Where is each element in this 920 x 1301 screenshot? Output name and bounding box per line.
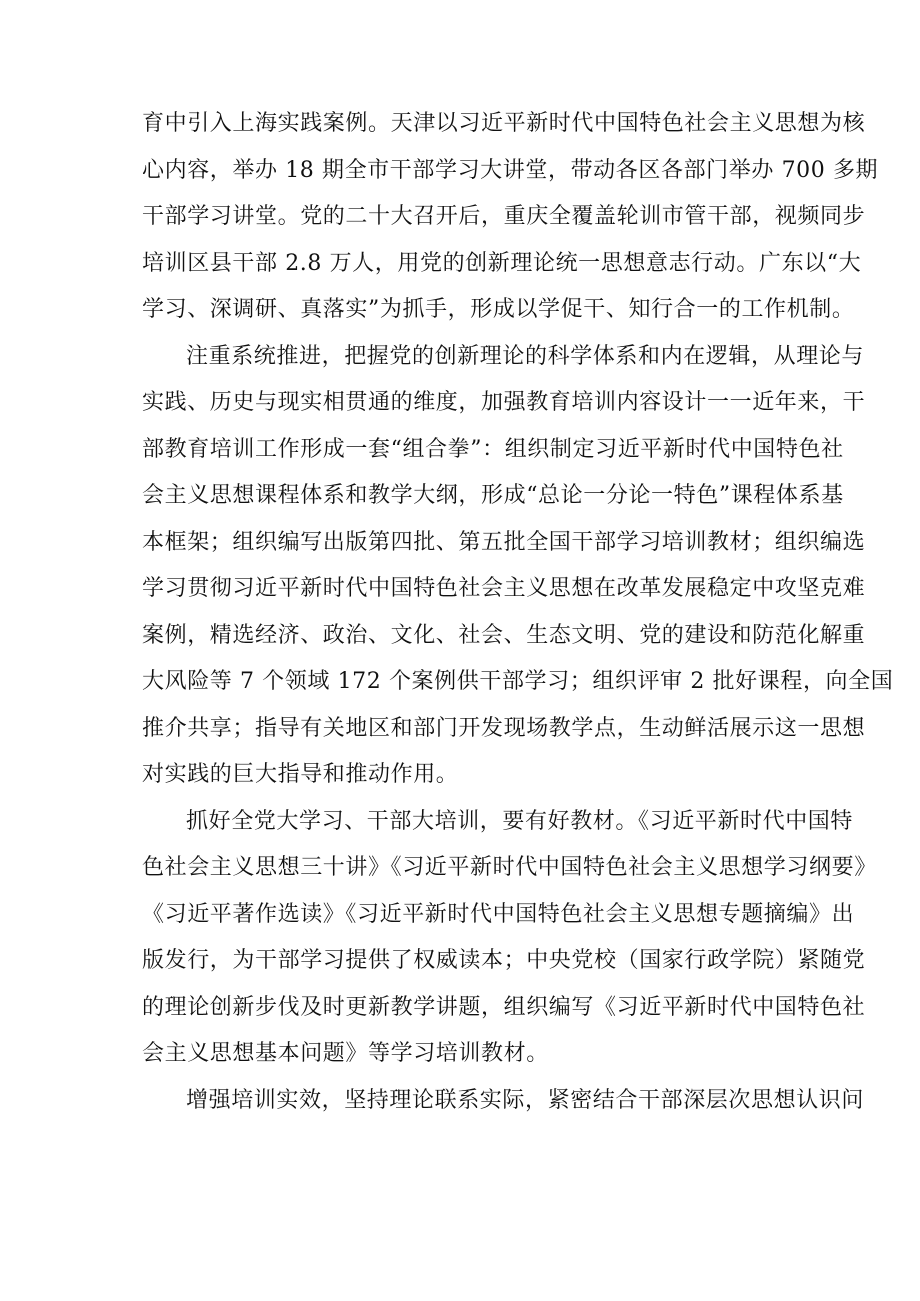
text-line: 版发行，为干部学习提供了权威读本；中央党校（国家行政学院）紧随党 — [142, 948, 866, 973]
text-line: 推介共享；指导有关地区和部门开发现场教学点，生动鲜活展示这一思想 — [142, 715, 866, 741]
text-line: 会主义思想课程体系和教学大纲，形成“总论一分论一特色”课程体系基 — [142, 483, 844, 508]
text-line: 心内容，举办 18 期全市干部学习大讲堂，带动各区各部门举办 700 多期 — [142, 157, 879, 183]
text-line: 对实践的巨大指导和推动作用。 — [142, 762, 459, 787]
text-line: 大风险等 7 个领域 172 个案例供干部学习；组织评审 2 批好课程，向全国 — [142, 669, 894, 694]
text-line: 注重系统推进，把握党的创新理论的科学体系和内在逻辑，从理论与 — [186, 343, 865, 369]
text-line: 培训区县干部 2.8 万人，用党的创新理论统一思想意志行动。广东以“大 — [142, 250, 862, 276]
document-page — [142, 101, 894, 1124]
text-line: 学习、深调研、真落实”为抓手，形成以学促干、知行合一的工作机制。 — [142, 297, 855, 322]
text-line: 实践、历史与现实相贯通的维度，加强教育培训内容设计一一近年来，干 — [142, 390, 866, 415]
text-line: 育中引入上海实践案例。天津以习近平新时代中国特色社会主义思想为核 — [142, 111, 866, 136]
text-line: 的理论创新步伐及时更新教学讲题，组织编写《习近平新时代中国特色社 — [142, 994, 866, 1020]
text-line: 部教育培训工作形成一套“组合拳”：组织制定习近平新时代中国特色社 — [142, 436, 844, 462]
text-line: 增强培训实效，坚持理论联系实际，紧密结合干部深层次思想认识问 — [186, 1087, 865, 1113]
text-line: 学习贯彻习近平新时代中国特色社会主义思想在改革发展稳定中攻坚克难 — [142, 576, 866, 601]
text-line: 本框架；组织编写出版第四批、第五批全国干部学习培训教材；组织编选 — [142, 529, 866, 555]
text-line: 干部学习讲堂。党的二十大召开后，重庆全覆盖轮训市管干部，视频同步 — [142, 204, 866, 229]
text-line: 抓好全党大学习、干部大培训，要有好教材。《习近平新时代中国特 — [186, 808, 854, 834]
text-line: 《习近平著作选读》《习近平新时代中国特色社会主义思想专题摘编》出 — [142, 901, 855, 927]
text-line: 色社会主义思想三十讲》《习近平新时代中国特色社会主义思想学习纲要》 — [142, 855, 877, 880]
text-line: 案例，精选经济、政治、文化、社会、生态文明、党的建设和防范化解重 — [142, 622, 866, 648]
text-line: 会主义思想基本问题》等学习培训教材。 — [142, 1041, 549, 1066]
